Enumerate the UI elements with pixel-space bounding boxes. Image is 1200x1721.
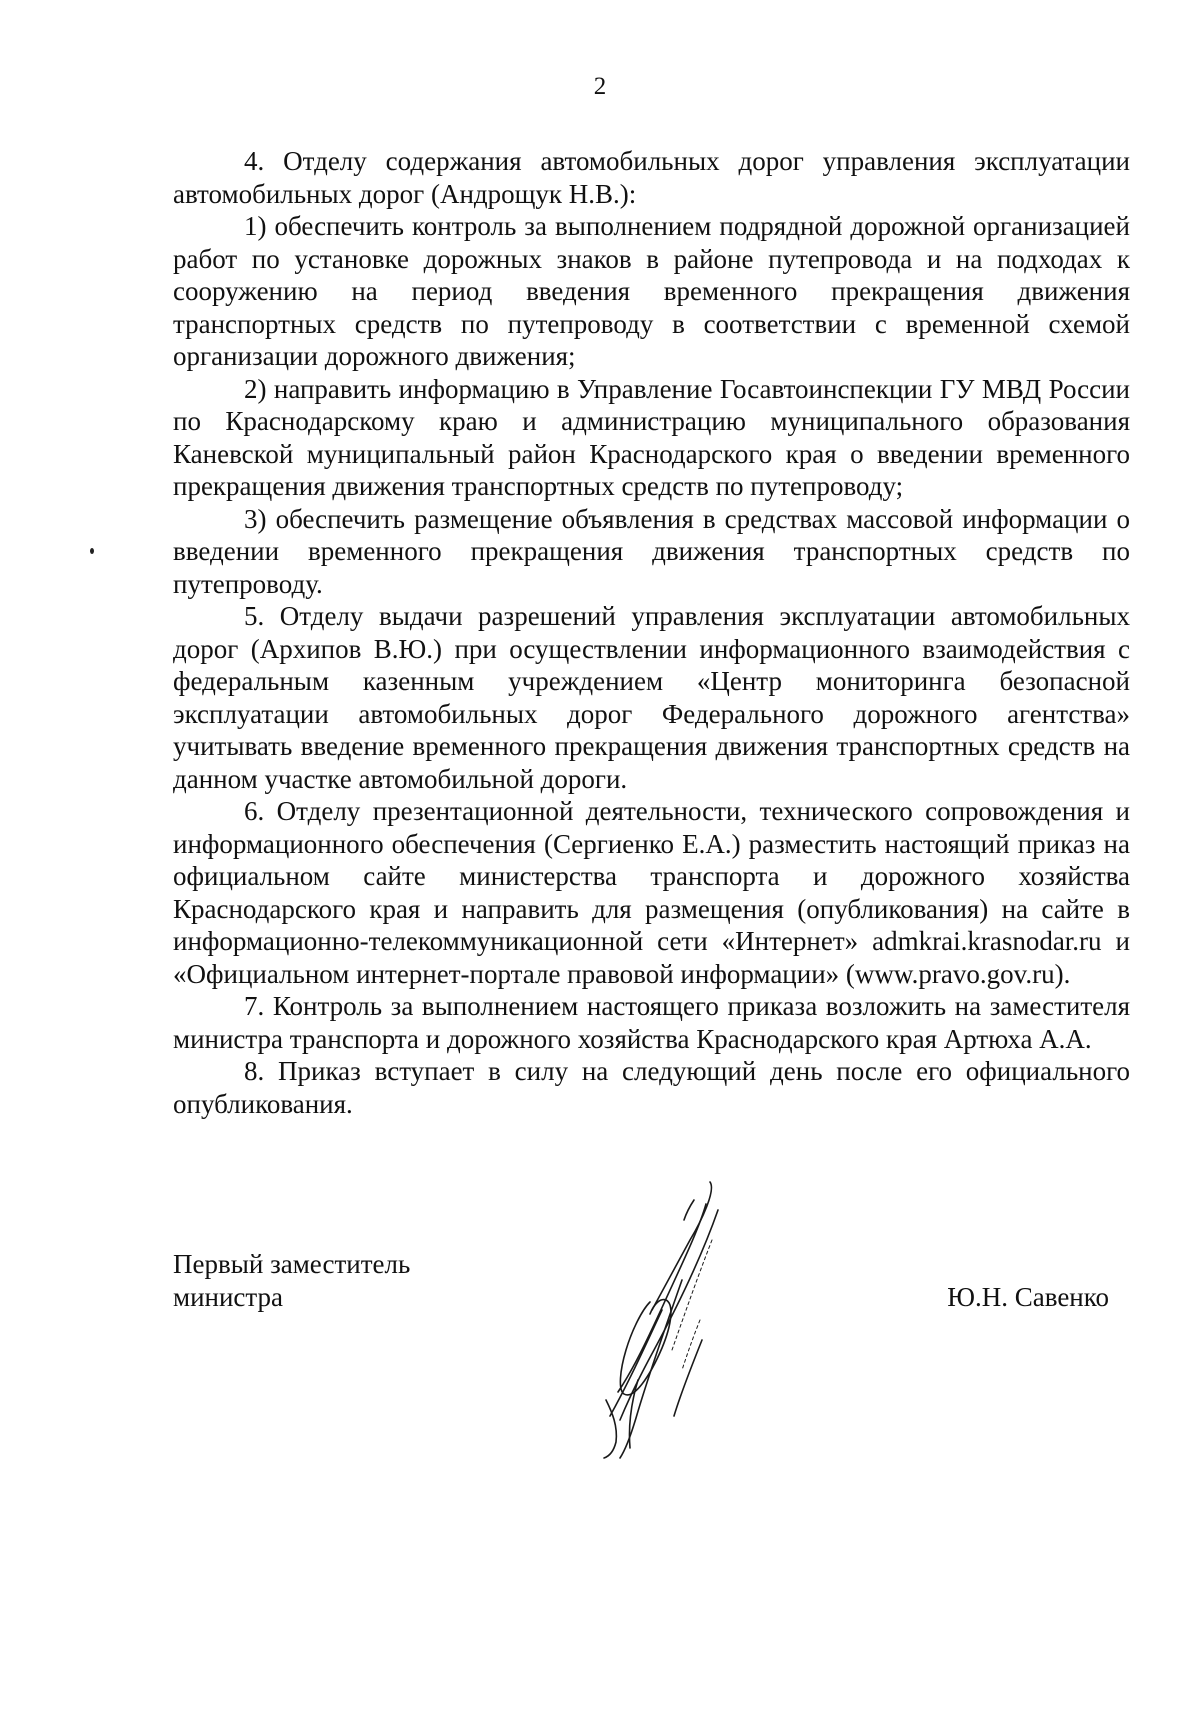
signer-name: Ю.Н. Савенко: [947, 1282, 1109, 1312]
paragraph-item-6: 6. Отделу презентационной деятельности, технического сопровождения и информационного обеспечения (Сергиенко Е.А.) разместить настоящий приказ на официальном сайте министерства транспорта и дорожного хозяйства Краснодарского края и направить для размещения (опубликования) на сайте в информационно-телекоммуникационной сети «Интернет» admkrai.krasnodar.ru и «Официальном интернет-портале правовой информации» (www.pravo.gov.ru).: [173, 796, 1130, 989]
paragraph-item-4: 4. Отделу содержания автомобильных дорог управления эксплуатации автомобильных дорог (Андрощук Н.В.):: [173, 146, 1130, 209]
paragraph-item-8: 8. Приказ вступает в силу на следующий день после его официального опубликования.: [173, 1056, 1130, 1119]
document-body: [173, 145, 1130, 1120]
scan-speck: [90, 548, 94, 554]
paragraph-item-7: 7. Контроль за выполнением настоящего приказа возложить на заместителя министра транспорта и дорожного хозяйства Краснодарского края Артюха А.А.: [173, 991, 1130, 1054]
page-number: 2: [593, 73, 607, 100]
paragraph-subitem-4-1: 1) обеспечить контроль за выполнением подрядной дорожной организацией работ по установке дорожных знаков в районе путепровода и на подходах к сооружению на период введения временного прекращения движения транспортных средств по путепроводу в соответствии с временной схемой организации дорожного движения;: [173, 211, 1130, 371]
paragraph-item-5: 5. Отделу выдачи разрешений управления эксплуатации автомобильных дорог (Архипов В.Ю.) при осуществлении информационного взаимодействия с федеральным казенным учреждением «Центр мониторинга безопасной эксплуатации автомобильных дорог Федерального дорожного агентства» учитывать введение временного прекращения движения транспортных средств на данном участке автомобильной дороги.: [173, 601, 1130, 794]
signer-position: [173, 1248, 410, 1314]
signer-position-line2: министра: [173, 1282, 284, 1312]
signer-position-line1: Первый заместитель: [173, 1249, 411, 1279]
paragraph-subitem-4-3: 3) обеспечить размещение объявления в средствах массовой информации о введении временного прекращения движения транспортных средств по путепроводу.: [173, 503, 1130, 599]
handwritten-signature: [590, 1180, 790, 1460]
paragraph-subitem-4-2: 2) направить информацию в Управление Госавтоинспекции ГУ МВД России по Краснодарскому краю и администрацию муниципального образования Каневской муниципальный район Краснодарского края о введении временного прекращения движения транспортных средств по путепроводу;: [173, 373, 1130, 501]
